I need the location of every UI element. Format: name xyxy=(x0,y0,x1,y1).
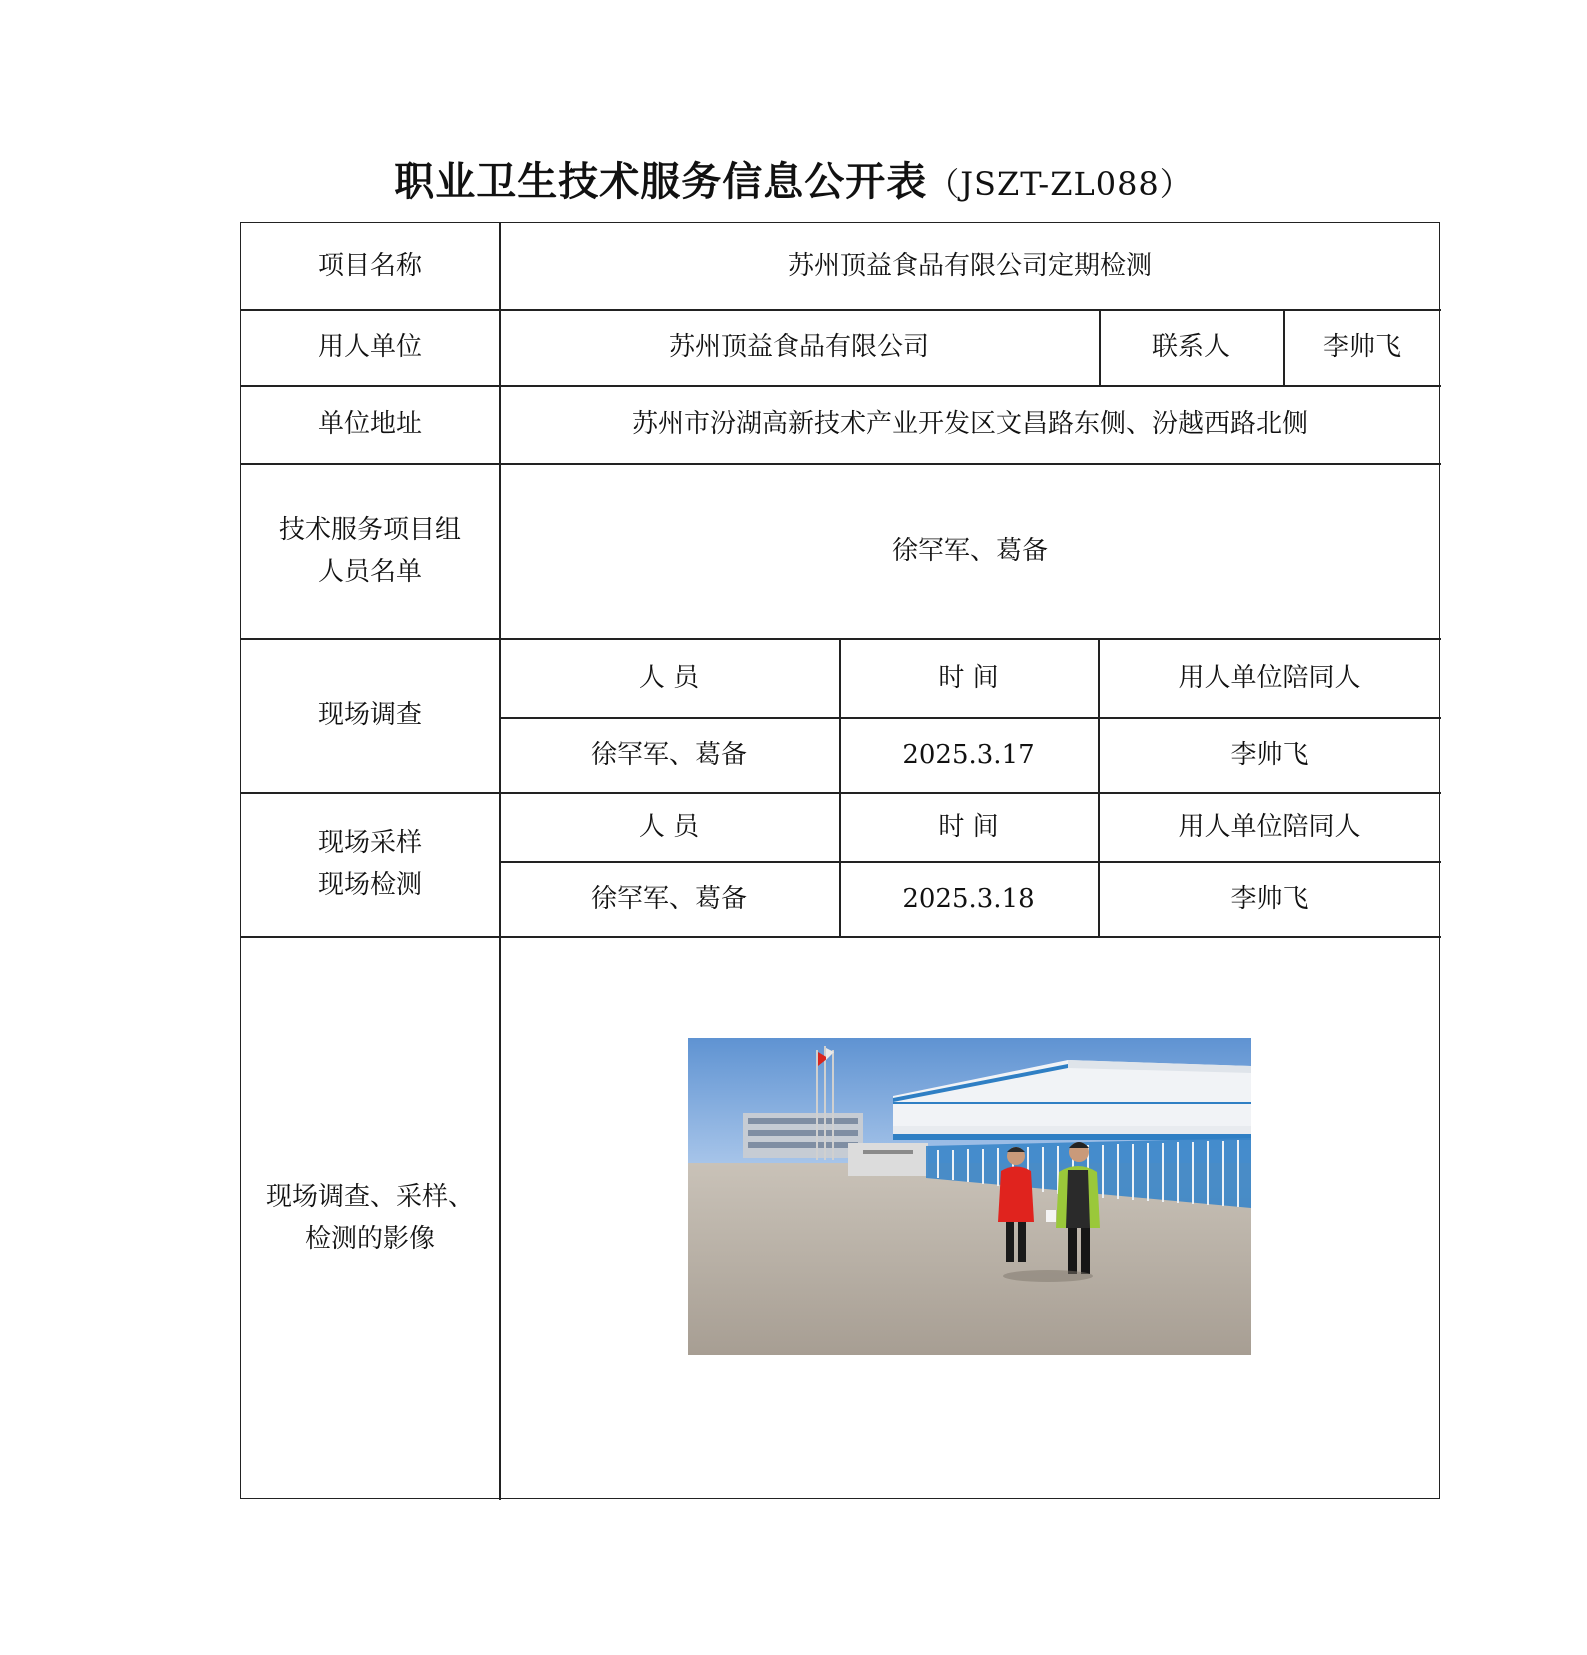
images-label: 现场调查、采样、 检测的影像 xyxy=(265,1182,474,1254)
survey-label: 现场调查 xyxy=(317,700,422,730)
survey-escort: 李帅飞 xyxy=(1230,739,1309,770)
site-photo xyxy=(688,1038,1251,1355)
document-title xyxy=(0,150,1587,207)
survey-personnel: 徐罕军、葛备 xyxy=(590,739,747,770)
team-label: 技术服务项目组 人员名单 xyxy=(278,514,461,587)
form-code: （JSZT-ZL088） xyxy=(927,165,1193,203)
project-name-label: 项目名称 xyxy=(317,251,422,281)
title-text: 职业卫生技术服务信息公开表 xyxy=(394,158,928,205)
sampling-date: 2025.3.18 xyxy=(902,883,1035,914)
sampling-escort: 李帅飞 xyxy=(1230,883,1309,914)
team-value: 徐罕军、葛备 xyxy=(891,535,1048,566)
contact-label: 联系人 xyxy=(1151,332,1230,362)
sampling-label: 现场采样 现场检测 xyxy=(317,828,422,900)
info-table xyxy=(240,222,1440,1499)
sampling-header-escort: 用人单位陪同人 xyxy=(1178,811,1361,842)
survey-header-personnel: 人 员 xyxy=(638,662,700,693)
sampling-header-personnel: 人 员 xyxy=(638,811,700,842)
employer-label: 用人单位 xyxy=(317,332,422,362)
contact-value: 李帅飞 xyxy=(1322,332,1401,362)
project-name-value: 苏州顶益食品有限公司定期检测 xyxy=(787,251,1152,281)
survey-date: 2025.3.17 xyxy=(902,739,1035,770)
sampling-personnel: 徐罕军、葛备 xyxy=(590,883,747,914)
survey-header-time: 时 间 xyxy=(938,662,999,693)
employer-value: 苏州顶益食品有限公司 xyxy=(668,332,929,362)
survey-header-escort: 用人单位陪同人 xyxy=(1178,662,1361,693)
address-value: 苏州市汾湖高新技术产业开发区文昌路东侧、汾越西路北侧 xyxy=(631,409,1308,439)
address-label: 单位地址 xyxy=(317,409,422,439)
sampling-header-time: 时 间 xyxy=(938,811,999,842)
